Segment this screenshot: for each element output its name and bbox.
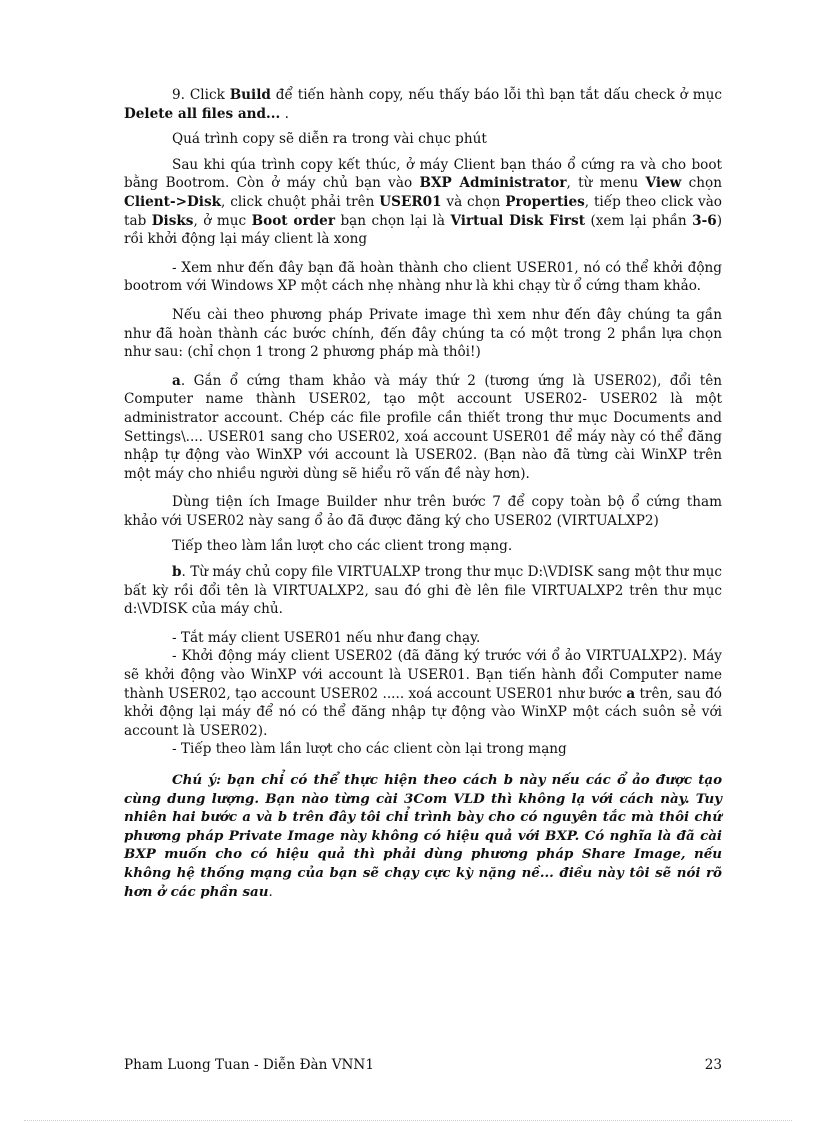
bold-term: Boot order bbox=[251, 212, 335, 229]
paragraph-image-builder: Dùng tiện ích Image Builder như trên bước 7 để copy toàn bộ ổ cứng tham khảo với USER02 này sang ổ ảo đã được đăng ký cho USER02 (VIRTUALXP2) bbox=[124, 494, 722, 529]
footer-author: Pham Luong Tuan - Diễn Đàn VNN1 bbox=[124, 1057, 374, 1073]
paragraph-step-9 bbox=[124, 86, 722, 123]
option-label: a bbox=[172, 372, 181, 389]
text: ) rồi khởi động lại máy client là xong bbox=[124, 212, 723, 248]
bold-term: USER01 bbox=[379, 193, 442, 210]
text: (xem lại phần bbox=[584, 212, 693, 229]
bold-term: Delete all files and... bbox=[124, 105, 281, 122]
bold-term: Virtual Disk First bbox=[450, 212, 585, 229]
bold-term: BXP Administrator bbox=[419, 175, 567, 192]
bold-term: Build bbox=[229, 87, 271, 103]
text: bạn chọn lại là bbox=[334, 212, 451, 229]
text: chọn bbox=[681, 175, 722, 192]
text: 9. Click bbox=[172, 87, 230, 103]
bold-term: a bbox=[626, 685, 636, 702]
text: trên, sau đó khởi động lại máy để nó có thể đăng nhập tự động vào WinXP một cách suôn sẻ với account là USER02). bbox=[124, 685, 722, 739]
paragraph-boot-user02 bbox=[124, 647, 722, 740]
text: , click chuột phải trên bbox=[221, 193, 380, 210]
text: . Gắn ổ cứng tham khảo và máy thứ 2 (tương ứng là USER02), đổi tên Computer name thành USER02, tạo một account USER02- USER02 là một administrator account. Chép các file profile cần thiết trong thư mục Documents and Settings\.... USER01 sang cho USER02, xoá account USER01 để máy này có thể đăng nhập tự động vào WinXP với account là USER02. (Bạn nào đã từng cài WinXP trên một máy cho nhiều người dùng sẽ hiểu rõ vấn đề này hơn). bbox=[124, 372, 722, 482]
paragraph-option-a bbox=[124, 372, 722, 484]
note-end: . bbox=[268, 884, 273, 900]
page-number: 23 bbox=[704, 1057, 722, 1073]
note-text: Chú ý: bạn chỉ có thể thực hiện theo cách b này nếu các ổ ảo được tạo cùng dung lượng. Bạn nào từng cài 3Com VLD thì không lạ với cách này. Tuy nhiên hai bước a và b trên đây tôi chỉ trình bày cho có nguyên tắc mà thôi chứ phương pháp Private Image này không có hiệu quả với BXP. Có nghĩa là đã cài BXP muốn cho có hiệu quả thì phải dùng phương pháp Share Image, nếu không hệ thống mạng của bạn sẽ chạy cực kỳ nặng nề... điều này tôi sẽ nói rõ hơn ở các phần sau bbox=[124, 772, 722, 900]
page-footer bbox=[124, 1057, 722, 1073]
paragraph-shutdown-user01: - Tắt máy client USER01 nếu như đang chạy. bbox=[172, 629, 481, 646]
text: , từ menu bbox=[566, 175, 646, 192]
page-bottom-divider bbox=[24, 1120, 792, 1121]
paragraph-private-image: Nếu cài theo phương pháp Private image thì xem như đến đây chúng ta gần như đã hoàn thành các bước chính, đến đây chúng ta có một trong 2 phần lựa chọn như sau: (chỉ chọn 1 trong 2 phương pháp mà thôi!) bbox=[124, 306, 722, 361]
paragraph-after-copy bbox=[124, 156, 722, 249]
bold-term: 3-6 bbox=[692, 212, 717, 229]
paragraph-copy-duration: Quá trình copy sẽ diễn ra trong vài chục phút bbox=[172, 131, 487, 148]
text: , ở mục bbox=[193, 212, 252, 229]
text: , tiếp theo click vào tab bbox=[124, 193, 722, 229]
paragraph-user01-done: - Xem như đến đây bạn đã hoàn thành cho client USER01, nó có thể khởi động bootrom với Windows XP một cách nhẹ nhàng như là khi chạy từ ổ cứng tham khảo. bbox=[124, 259, 722, 295]
bold-term: Client->Disk bbox=[124, 193, 222, 210]
document-body bbox=[124, 86, 722, 902]
text: - Khởi động máy client USER02 (đã đăng ký trước với ổ ảo VIRTUALXP2). Máy sẽ khởi động vào WinXP với account là USER01. Bạn tiến hành đổi Computer name thành USER02, tạo account USER02 ..... xoá account USER01 như bước bbox=[124, 648, 722, 702]
paragraph-next-clients: Tiếp theo làm lần lượt cho các client trong mạng. bbox=[172, 538, 513, 555]
bold-term: View bbox=[645, 175, 682, 192]
text: và chọn bbox=[441, 193, 506, 210]
text: để tiến hành copy, nếu thấy báo lỗi thì bạn tắt dấu check ở mục bbox=[270, 87, 722, 103]
bold-term: Disks bbox=[151, 212, 194, 229]
text: . bbox=[280, 105, 289, 122]
note-paragraph bbox=[124, 771, 722, 902]
paragraph-remaining-clients: - Tiếp theo làm lần lượt cho các client còn lại trong mạng bbox=[172, 741, 567, 758]
paragraph-option-b bbox=[124, 563, 722, 619]
option-label: b bbox=[172, 564, 182, 581]
text: . Từ máy chủ copy file VIRTUALXP trong thư mục D:\VDISK sang một thư mục bất kỳ rồi đổi tên là VIRTUALXP2, sau đó ghi đè lên file VIRTUALXP2 trên thư mục d:\VDISK của máy chủ. bbox=[124, 564, 722, 618]
bold-term: Properties bbox=[505, 193, 585, 210]
text: Sau khi qúa trình copy kết thúc, ở máy Client bạn tháo ổ cứng ra và cho boot bằng Bootrom. Còn ở máy chủ bạn vào bbox=[124, 156, 722, 192]
